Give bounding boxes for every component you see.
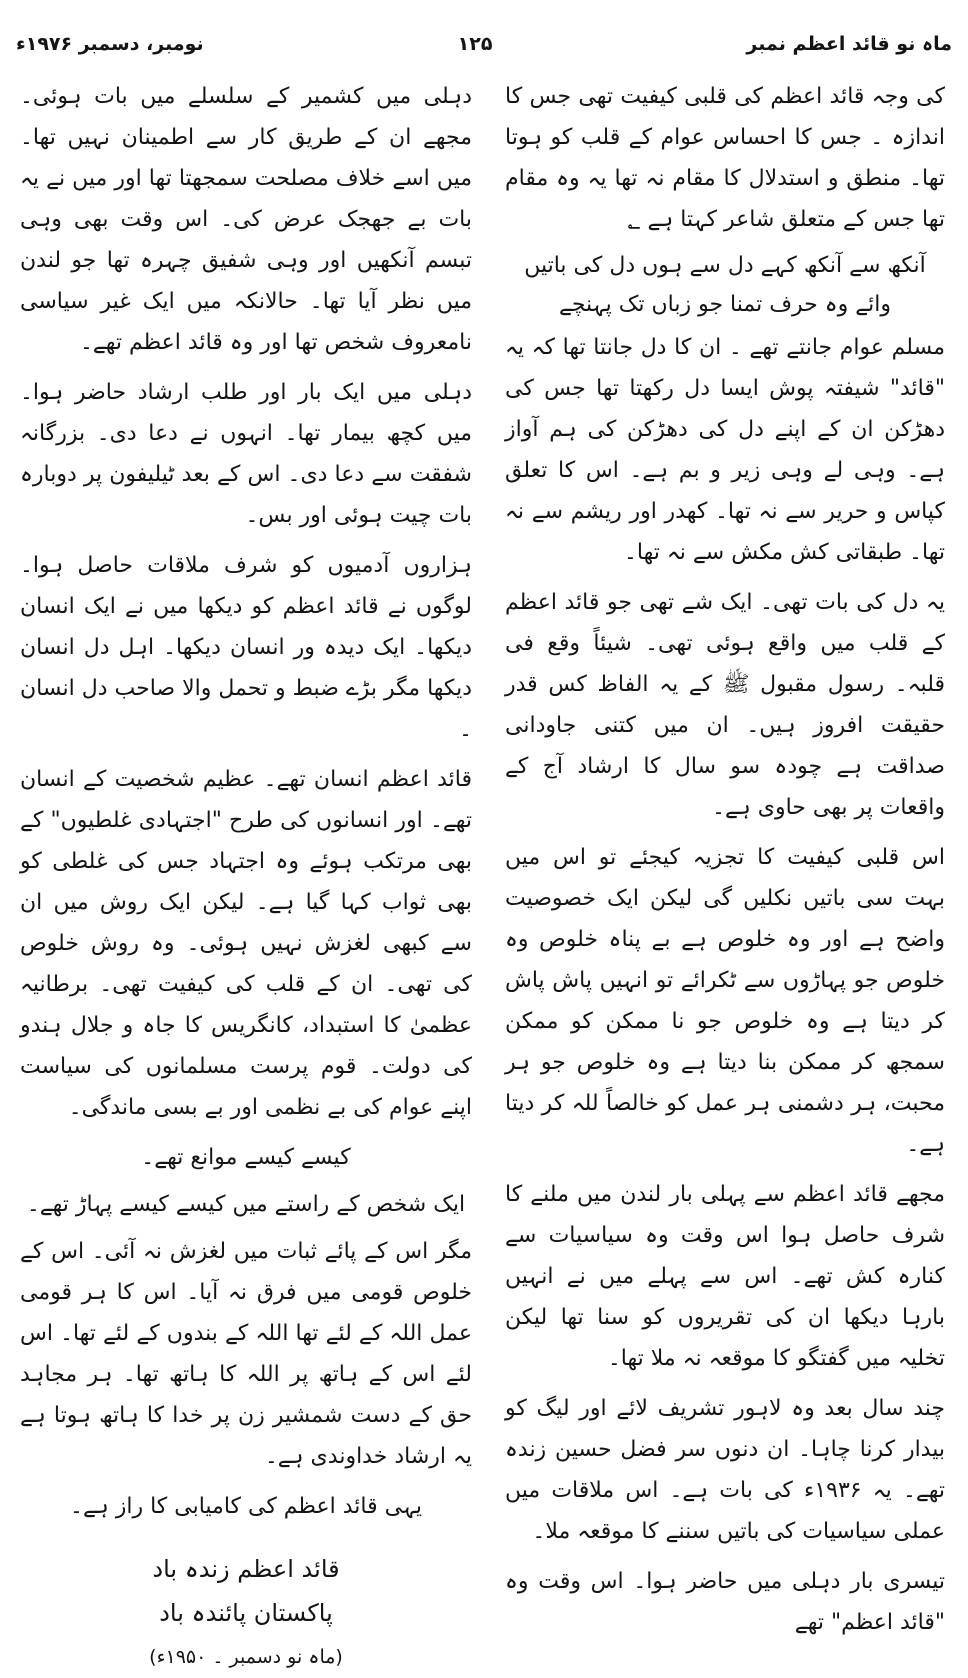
paragraph: تیسری بار دہلی میں حاضر ہوا۔ اس وقت وہ "قائد اعظم" تھے — [505, 1569, 945, 1635]
paragraph: چند سال بعد وہ لاہور تشریف لائے اور لیگ کو بیدار کرنا چاہا۔ ان دنوں سر فضل حسین زندہ تھے۔ یہ ۱۹۳۶ء کی بات ہے۔ اس ملاقات میں عملی سیاسیات کی باتیں سننے کا موقعہ ملا۔ — [505, 1396, 945, 1544]
centered-line: ایک شخص کے راستے میں کیسے کیسے پہاڑ تھے۔ — [26, 1192, 466, 1217]
paragraph: مگر اس کے پائے ثبات میں لغزش نہ آئی۔ اس کے خلوص قومی میں فرق نہ آیا۔ اس کا ہر قومی عمل اللہ کے لئے تھا اللہ کے بندوں کے لئے تھا۔ اس لئے اس کے ہاتھ پر اللہ کا ہاتھ تھا۔ ہر مجاہد حق کے دست شمشیر زن پر خدا کا ہاتھ ہوتا ہے یہ ارشاد خداوندی ہے۔ — [20, 1239, 472, 1469]
centered-line: کیسے کیسے موانع تھے۔ — [141, 1145, 351, 1170]
paragraph: قائد اعظم انسان تھے۔ عظیم شخصیت کے انسان تھے۔ اور انسانوں کی طرح "اجتہادی غلطیوں" کے بھی مرتکب ہوئے وہ اجتہاد جس کی غلطی کو بھی ثواب کہا گیا ہے۔ لیکن ایک روش میں ان سے کبھی لغزش نہیں ہوئی۔ وہ روش خلوص کی تھی۔ ان کے قلب کی کیفیت تھی۔ برطانیہ عظمیٰ کا استبداد، کانگریس کا جاہ و جلال ہندو کی دولت۔ قوم پرست مسلمانوں کی سیاست اپنے عوام کی بے نظمی اور بے بسی ماندگی۔ — [20, 767, 472, 1120]
slogan-quaid: قائد اعظم زندہ باد — [152, 1555, 340, 1583]
paragraph: یہ دل کی بات تھی۔ ایک شے تھی جو قائد اعظم کے قلب میں واقع ہوئی تھی۔ شیئاً وقع فی قلبہ۔ رسول مقبول ﷺ کے یہ الفاظ کس قدر حقیقت افروز ہیں۔ ان میں کتنی جاودانی صداقت ہے چودہ سو سال کا ارشاد آج کے واقعات پر بھی حاوی ہے۔ — [505, 590, 945, 820]
paragraph: دہلی میں ایک بار اور طلب ارشاد حاضر ہوا۔ میں کچھ بیمار تھا۔ انہوں نے دعا دی۔ بزرگانہ شفقت سے دعا دی۔ اس کے بعد ٹیلیفون پر دوبارہ بات چیت ہوئی اور بس۔ — [20, 380, 472, 528]
verse-line: وائے وہ حرف تمنا جو زباں تک پہنچے — [558, 292, 892, 317]
header-issue-date: نومبر، دسمبر ۱۹۷۶ء — [16, 33, 204, 55]
paragraph: کی وجہ قائد اعظم کی قلبی کیفیت تھی جس کا اندازہ ۔ جس کا احساس عوام کے قلب کو ہوتا تھا۔ منطق و استدلال کا مقام نہ تھا یہ وہ مقام تھا جس کے متعلق شاعر کہتا ہے ؂ — [505, 84, 945, 232]
verse-line: آنکھ سے آنکھ کہے دل سے ہوں دل کی باتیں — [524, 253, 926, 278]
closing-slogans — [20, 1547, 472, 1635]
slogan-pakistan: پاکستان پائندہ باد — [159, 1599, 333, 1627]
paragraph: مجھے قائد اعظم سے پہلی بار لندن میں ملنے کا شرف حاصل ہوا اس وقت وہ سیاسیات سے کنارہ کش تھے۔ اس سے پہلے میں نے انہیں بارہا دیکھا ان کی تقریروں کو سنا تھا لیکن تخلیہ میں گفتگو کا موقعہ نہ ملا تھا۔ — [505, 1182, 945, 1371]
left-column — [20, 76, 472, 1678]
paragraph: دہلی میں کشمیر کے سلسلے میں بات ہوئی۔ مجھے ان کے طریق کار سے اطمینان نہیں تھا۔ میں اسے خلاف مصلحت سمجھتا تھا اور میں نے یہ بات بے جھجک عرض کی۔ اس وقت بھی وہی تبسم آنکھیں اور وہی شفیق چہرہ تھا جو لندن میں نظر آیا تھا۔ حالانکہ میں ایک غیر سیاسی نامعروف شخص تھا اور وہ قائد اعظم تھے۔ — [20, 84, 472, 355]
centered-line: یہی قائد اعظم کی کامیابی کا راز ہے۔ — [70, 1494, 422, 1519]
paragraph: مسلم عوام جانتے تھے ۔ ان کا دل جانتا تھا کہ یہ "قائد" شیفتہ پوش ایسا دل رکھتا تھا جس کی دھڑکن ان کے اپنے دل کی دھڑکن کی ہم آواز ہے۔ وہی لے وہی زیر و بم ہے۔ اس کا تعلق کپاس و حریر سے نہ تھا۔ کھدر اور ریشم سے نہ تھا۔ طبقاتی کش مکش سے نہ تھا۔ — [505, 335, 945, 565]
paragraph: ہزاروں آدمیوں کو شرف ملاقات حاصل ہوا۔ لوگوں نے قائد اعظم کو دیکھا میں نے ایک انسان دیکھا۔ ایک دیدہ ور انسان دیکھا۔ اہل دل انسان دیکھا مگر بڑے ضبط و تحمل والا صاحب دل انسان ۔ — [20, 553, 472, 742]
page-header — [16, 30, 952, 58]
page-number: ۱۲۵ — [457, 33, 493, 55]
article-dateline: (ماہ نو دسمبر ۔ ۱۹۵۰ء) — [149, 1646, 343, 1668]
header-magazine-title: ماہ نو قائد اعظم نمبر — [746, 33, 952, 55]
right-column — [505, 76, 945, 1652]
paragraph: اس قلبی کیفیت کا تجزیہ کیجئے تو اس میں بہت سی باتیں نکلیں گی لیکن ایک خصوصیت واضح ہے اور وہ خلوص ہے بے پناہ خلوص وہ خلوص جو پہاڑوں سے ٹکرائے تو انہیں پاش پاش کر دیتا ہے وہ خلوص جو نا ممکن کو ممکن سمجھ کر ممکن بنا دیتا ہے وہ خلوص جو ہر محبت، ہر دشمنی ہر عمل کو خالصاً للہ کر دیتا ہے۔ — [505, 845, 945, 1157]
